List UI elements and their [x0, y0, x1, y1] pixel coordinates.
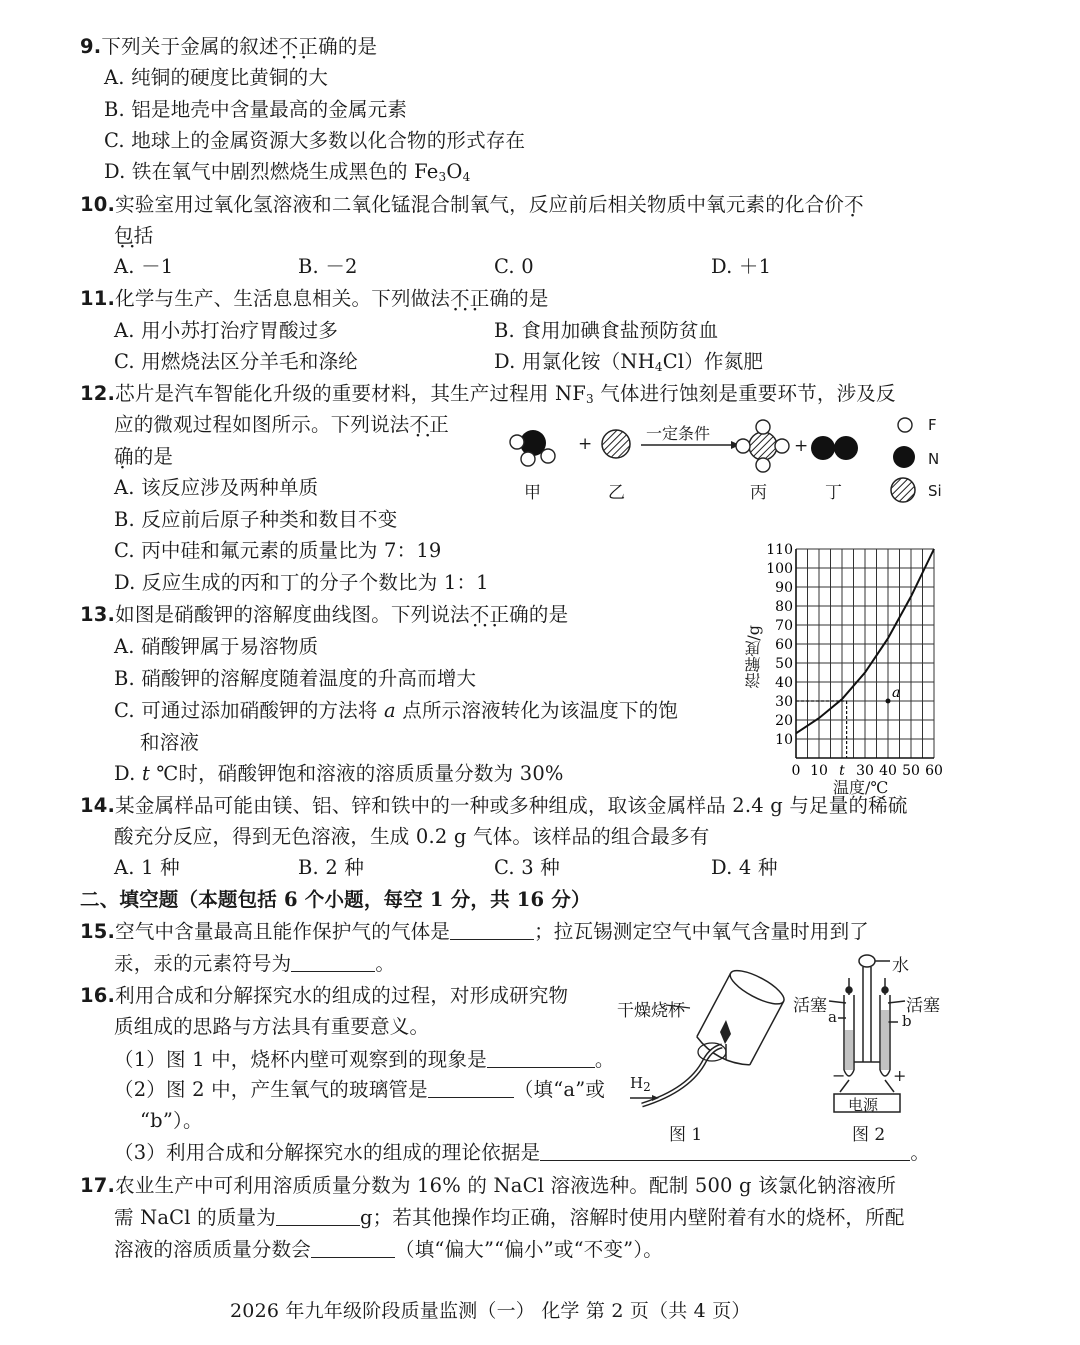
fig2-tube-b: b: [902, 1012, 912, 1030]
section-heading: 二、填空题（本题包括 6 个小题，每空 1 分，共 16 分）: [80, 888, 591, 911]
q9-option-c: C. 地球上的金属资源大多数以化合物的形式存在: [104, 129, 526, 152]
fig2-power-label: 电源: [848, 1096, 879, 1114]
plus-sign: +: [794, 436, 809, 456]
q9-stem: 9.下列关于金属的叙述不正确 · · ·的是: [80, 33, 377, 61]
answer-blank[interactable]: [311, 1239, 395, 1258]
q13-stem: 13.如图是硝酸钾的溶解度曲线图。下列说法不正确 · · ·的是: [80, 601, 568, 629]
label-jia: 甲: [524, 483, 541, 503]
q12-stem-2: 应的微观过程如图所示。下列说法不正 · ·: [114, 411, 449, 439]
q12-option-c: C. 丙中硅和氟元素的质量比为 7：19: [114, 539, 442, 562]
q14-stem: 14.某金属样品可能由镁、铝、锌和铁中的一种或多种组成，取该金属样品 2.4 g 与足量的稀硫: [80, 794, 908, 817]
y-tick-label: 60: [775, 637, 793, 653]
y-tick-label: 40: [775, 675, 793, 691]
y-tick-label: 90: [775, 580, 793, 596]
q16-part-3: （3）利用合成和分解探究水的组成的理论依据是 。: [114, 1141, 931, 1164]
q9-option-d: D. 铁在氧气中剧烈燃烧生成黑色的 $Fe_3O_4$: [104, 160, 471, 184]
q11-option-b: B. 食用加碘食盐预防贫血: [494, 319, 719, 342]
q16-stem-2: 质组成的思路与方法具有重要意义。: [114, 1015, 430, 1038]
q15-stem: 15.空气中含量最高且能作保护气的气体是 ；拉瓦锡测定空气中氧气含量时用到了: [80, 920, 869, 943]
q17-stem: 17.农业生产中可利用溶质质量分数为 16% 的 NaCl 溶液选种。配制 500 g 该氯化钠溶液所: [80, 1174, 897, 1197]
chart-ylabel: 溶解度/g: [744, 625, 763, 689]
q16-part-2b: “b”）。: [140, 1109, 203, 1132]
q16-part-2: （2）图 2 中，产生氧气的玻璃管是 （填“a”或: [114, 1078, 606, 1101]
y-tick-label: 50: [775, 656, 793, 672]
q9-number: 9.: [80, 35, 102, 58]
fig1-h2-label: $H_2$: [630, 1074, 651, 1094]
q10-stem: 10.实验室用过氧化氢溶液和二氧化锰混合制氧气，反应前后相关物质中氧元素的化合价不: [80, 193, 864, 216]
reaction-condition: 一定条件: [646, 424, 711, 443]
y-tick-label: 100: [766, 561, 793, 577]
q10-option-a: A. －1: [114, 255, 174, 278]
q14-stem-2: 酸充分反应，得到无色溶液，生成 0.2 g 气体。该样品的组合最多有: [114, 825, 710, 848]
q11-option-c: C. 用燃烧法区分羊毛和涤纶: [114, 350, 358, 373]
fig1-beaker-label: 干燥烧杯: [617, 1001, 685, 1021]
q16-part-1: （1）图 1 中，烧杯内壁可观察到的现象是 。: [114, 1048, 615, 1071]
chart-xlabel: 温度/℃: [833, 778, 889, 797]
q14-option-c: C. 3 种: [494, 856, 560, 879]
q11-option-a: A. 用小苏打治疗胃酸过多: [114, 319, 339, 342]
x-tick-label: 10: [810, 763, 828, 779]
q14-option-a: A. 1 种: [114, 856, 180, 879]
y-tick-label: 70: [775, 618, 793, 634]
x-tick-label: 30: [856, 763, 874, 779]
plus-sign: +: [578, 434, 593, 454]
label-ding: 丁: [825, 483, 842, 503]
fig2-tube-a: a: [828, 1008, 837, 1026]
emphasis: 不正确 · · ·: [279, 35, 338, 58]
q12-option-d: D. 反应生成的丙和丁的分子个数比为 1：1: [114, 571, 489, 594]
legend-f: F: [928, 416, 937, 434]
q13-option-c: C. 可通过添加硝酸钾的方法将 a 点所示溶液转化为该温度下的饱: [114, 699, 679, 722]
y-tick-label: 30: [775, 694, 793, 710]
y-tick-label: 10: [775, 732, 793, 748]
x-tick-label: 0: [791, 763, 801, 779]
q17-stem-2: 需 NaCl 的质量为 g；若其他操作均正确，溶解时使用内壁附着有水的烧杯，所配: [114, 1206, 905, 1229]
flame-icon: [720, 1020, 731, 1044]
q11-stem: 11.化学与生产、生活息息相关。下列做法不正确 · · ·的是: [80, 285, 549, 313]
q13-option-d: D. t ℃时，硝酸钾饱和溶液的溶质质量分数为 30%: [114, 762, 564, 785]
q10-option-b: B. －2: [298, 255, 358, 278]
x-tick-label: 60: [925, 763, 943, 779]
q16-stem: 16.利用合成和分解探究水的组成的过程，对形成研究物: [80, 984, 569, 1007]
y-tick-label: 110: [766, 542, 793, 558]
q14-option-d: D. 4 种: [711, 856, 778, 879]
x-tick-label: 50: [902, 763, 920, 779]
q12-option-b: B. 反应前后原子种类和数目不变: [114, 508, 398, 531]
x-tick-label: t: [839, 763, 845, 779]
y-tick-label: 80: [775, 599, 793, 615]
legend-si: Si: [928, 482, 942, 500]
q11-option-d: D. 用氯化铵$(NH_4Cl)$作氮肥: [494, 350, 764, 374]
q9-option-b: B. 铝是地壳中含量最高的金属元素: [104, 98, 408, 121]
fig1-caption: 图 1: [669, 1125, 703, 1145]
q14-option-b: B. 2 种: [298, 856, 365, 879]
legend-n: N: [928, 450, 940, 468]
label-yi: 乙: [608, 483, 625, 503]
q13-option-b: B. 硝酸钾的溶解度随着温度的升高而增大: [114, 667, 477, 690]
q17-stem-3: 溶液的溶质质量分数会 （填“偏大”“偏小”或“不变”）。: [114, 1238, 663, 1261]
q13-option-a: A. 硝酸钾属于易溶物质: [114, 635, 319, 658]
fig2-valve-right: 活塞: [906, 996, 940, 1016]
x-tick-label: 40: [879, 763, 897, 779]
label-bing: 丙: [750, 483, 767, 503]
q15-stem-2: 汞，汞的元素符号为 。: [114, 952, 396, 975]
q10-stem-2: 包括 · ·: [114, 222, 153, 250]
q12-stem: 12.芯片是汽车智能化升级的重要材料，其生产过程用 $NF_3$ 气体进行蚀刻是重要环节，涉及反: [80, 382, 896, 406]
q12-option-a: A. 该反应涉及两种单质: [114, 476, 319, 499]
fig2-apparatus: [829, 955, 905, 1112]
q13-option-c-2: 和溶液: [140, 731, 200, 754]
y-tick-label: 20: [775, 713, 793, 729]
q10-option-d: D. ＋1: [711, 255, 772, 278]
q10-option-c: C. 0: [494, 255, 534, 278]
fig2-valve-left: 活塞: [793, 996, 827, 1016]
q12-stem-3: 确的是: [114, 445, 174, 468]
fig2-water-label: 水: [892, 956, 909, 976]
fig2-plus: +: [893, 1066, 907, 1085]
fig2-minus: −: [832, 1066, 846, 1085]
q9-option-a: A. 纯铜的硬度比黄铜的大: [104, 66, 329, 89]
answer-blank[interactable]: [276, 1207, 360, 1226]
fig2-caption: 图 2: [852, 1125, 886, 1145]
point-a-label: a: [892, 685, 901, 701]
page-footer: 2026 年九年级阶段质量监测（一） 化学 第 2 页（共 4 页）: [230, 1300, 751, 1322]
